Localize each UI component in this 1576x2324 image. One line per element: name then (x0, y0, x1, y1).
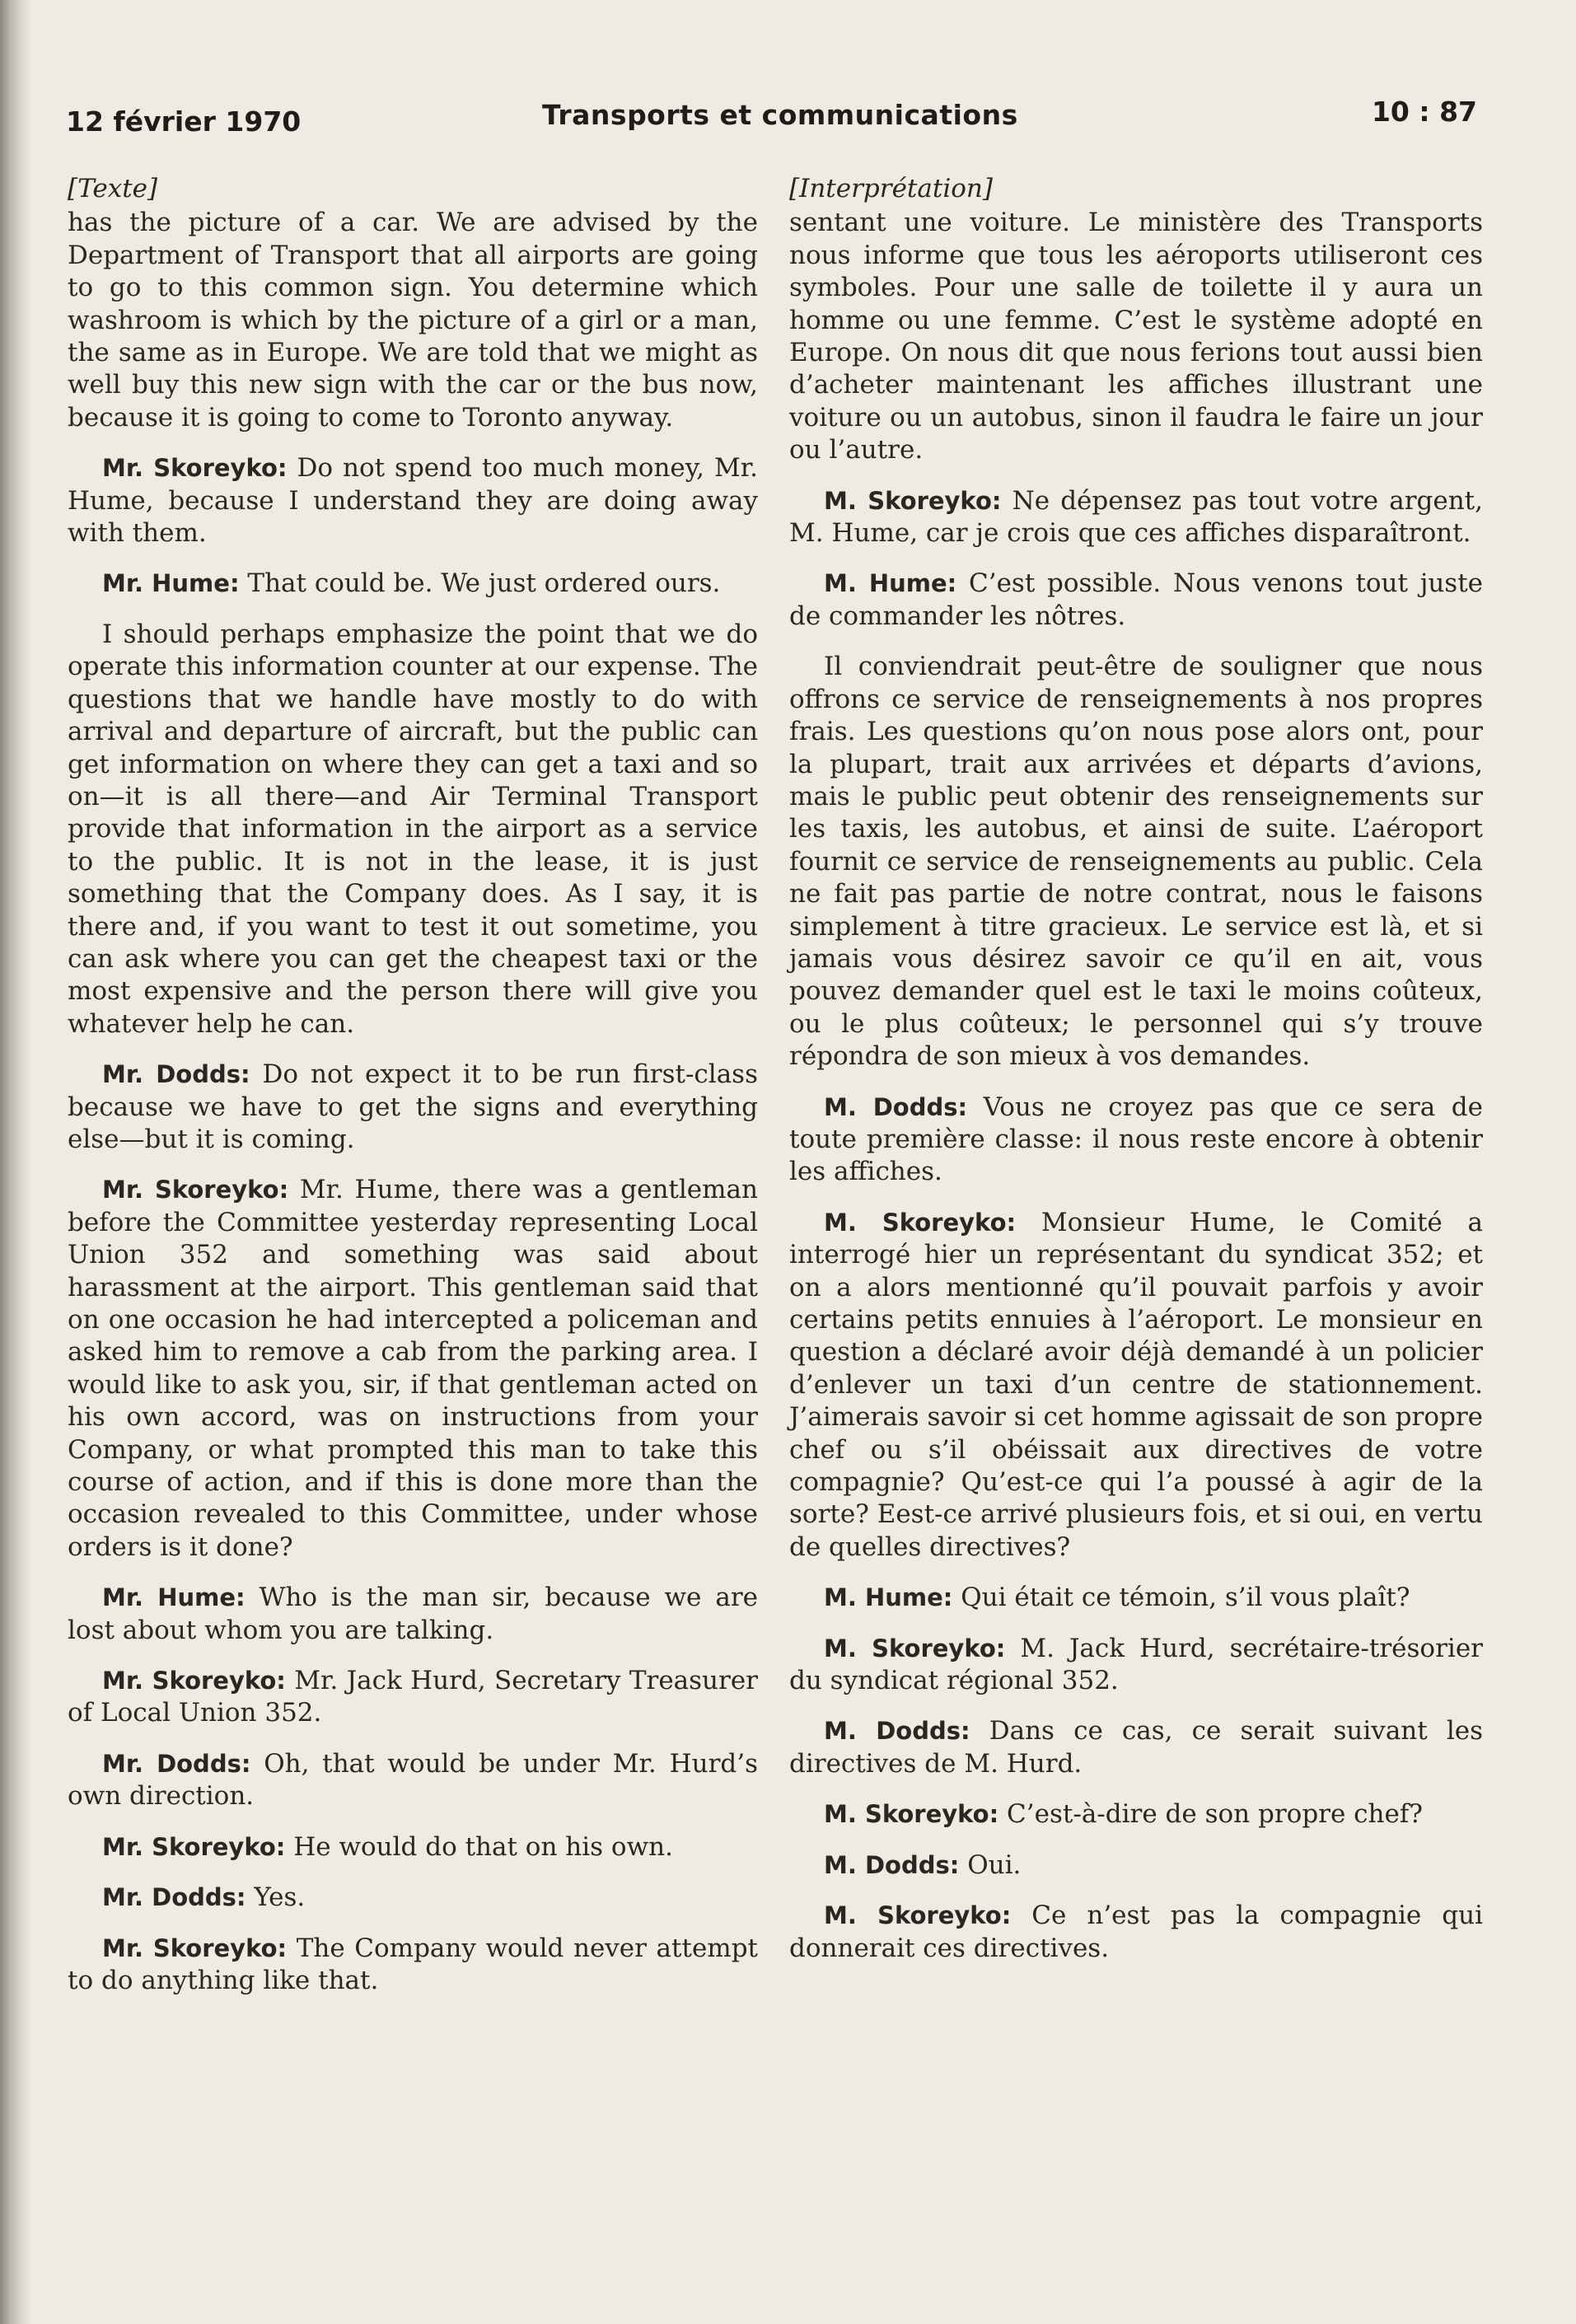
speech-text: M. Jack Hurd, secrétaire-trésorier du syndicat régional 352. (789, 1633, 1483, 1696)
speaker-name: Mr. Skoreyko: (102, 1934, 288, 1962)
speech-paragraph (68, 1933, 758, 1998)
speaker-name: M. Hume: (824, 1583, 953, 1612)
speaker-name: M. Dodds: (824, 1717, 970, 1746)
speech-text: He would do that on his own. (285, 1831, 673, 1862)
speaker-name: M. Skoreyko: (824, 1634, 1006, 1662)
speech-paragraph (789, 1582, 1483, 1614)
speech-paragraph (789, 1092, 1483, 1189)
body-paragraph: sentant une voiture. Le ministère des Transports nous informe que tous les aéroports utiliseront ces symboles. Pour une salle de toilette il y aura un homme ou une femme. C’est le système adopté en Europe. On nous dit que nous ferions tout aussi bien d’acheter maintenant les affiches illustrant une voiture ou un autobus, sinon il faudra le faire un jour ou l’autre. (789, 208, 1483, 465)
speech-paragraph (789, 568, 1483, 633)
speech-paragraph (789, 1900, 1483, 1965)
speech-paragraph (789, 1798, 1483, 1831)
speaker-name: M. Skoreyko: (824, 1208, 1017, 1237)
english-column (68, 173, 758, 2015)
speech-paragraph (789, 1207, 1483, 1564)
speaker-name: Mr. Dodds: (102, 1883, 246, 1912)
speech-paragraph (789, 1715, 1483, 1780)
body-paragraph: has the picture of a car. We are advised by the Department of Transport that all airports are going to go to this common sign. You determine which washroom is which by the picture of a girl or a man, the same as in Europe. We are told that we might as well buy this new sign with the car or the bus now, because it is going to come to Toronto anyway. (68, 208, 758, 433)
body-paragraph: I should perhaps emphasize the point that we do operate this information counter at our expense. The questions that we handle have mostly to do with arrival and departure of aircraft, but the public can get information on where they can get a taxi and so on—it is all there—and Air Terminal Transport provide that information in the airport as a service to the public. It is not in the lease, it is just something that the Company does. As I say, it is there and, if you want to test it out sometime, you can ask where you can get the cheapest taxi or the most expensive and the person there will give you whatever help he can. (68, 619, 758, 1039)
french-section-label: [Interprétation] (789, 174, 993, 203)
speech-text: Who is the man sir, because we are lost about whom you are talking. (68, 1583, 758, 1645)
speaker-name: Mr. Skoreyko: (102, 1176, 289, 1204)
speech-text: Qui était ce témoin, s’il vous plaît? (952, 1583, 1410, 1613)
speech-paragraph (68, 1582, 758, 1647)
speech-paragraph (789, 1633, 1483, 1698)
header-page-number: 10 : 87 (1371, 96, 1477, 128)
speech-paragraph (68, 1665, 758, 1730)
speaker-name: M. Dodds: (824, 1850, 960, 1879)
speech-text: Vous ne croyez pas que ce sera de toute première classe: il nous reste encore à obtenir les affiches. (789, 1092, 1483, 1187)
speech-paragraph (68, 1174, 758, 1564)
speaker-name: M. Skoreyko: (824, 486, 1002, 515)
speech-text: Oui. (959, 1849, 1022, 1880)
speech-text: Mr. Jack Hurd, Secretary Treasurer of Local Union 352. (68, 1666, 759, 1728)
speech-paragraph (789, 1849, 1483, 1882)
speech-text: Oh, that would be under Mr. Hurd’s own direction. (68, 1748, 758, 1812)
speech-paragraph (68, 1748, 758, 1813)
speech-paragraph (789, 485, 1483, 550)
header-title: Transports et communications (542, 99, 1018, 131)
body-paragraph: Il conviendrait peut-être de souligner que nous offrons ce service de renseignements à nos propres frais. Les questions qu’on nous pose alors ont, pour la plupart, trait aux arrivées et départs d’avions, mais le public peut obtenir des renseignements sur les taxis, les autobus, et ainsi de suite. L’aéroport fournit ce service de renseignements au public. Cela ne fait pas partie de notre contrat, nous le faisons simplement à titre gracieux. Le service est là, et si jamais vous désirez savoir ce qu’il en ait, vous pouvez demander quel est le taxi le moins coûteux, ou le plus coûteux; le personnel qui s’y trouve répondra de son mieux à vos demandes. (789, 652, 1483, 1072)
speech-text: C’est possible. Nous venons tout juste de commander les nôtres. (789, 568, 1484, 631)
english-section-label: [Texte] (68, 174, 158, 203)
speech-paragraph (68, 1882, 758, 1914)
french-column (789, 173, 1483, 1983)
speech-text: Mr. Hume, there was a gentleman before the Committee yesterday representing Local Union 352 and something was said about harassment at the airport. This gentleman said that on one occasion he had intercepted a policeman and asked him to remove a cab from the parking area. I would like to ask you, sir, if that gentleman acted on his own accord, was on instructions from your Company, or what prompted this man to take this course of action, and if this is done more than the occasion revealed to this Committee, under whose orders is it done? (68, 1175, 758, 1562)
speech-text: Monsieur Hume, le Comité a interrogé hier un représentant du syndicat 352; et on a alors mentionné qu’il pouvait parfois y avoir certains petits ennuies à l’aéroport. Le monsieur en question a déclaré avoir déjà demandé à un policier d’enlever un taxi d’un centre de stationnement. J’aimerais savoir si cet homme agissait de son propre chef ou s’il obéissait aux directives de votre compagnie? Qu’est-ce qui l’a poussé à agir de la sorte? Eest-ce arrivé plusieurs fois, et si oui, en vertu de quelles directives? (789, 1207, 1483, 1562)
speech-text: The Company would never attempt to do anything like that. (68, 1933, 758, 1995)
speaker-name: Mr. Skoreyko: (102, 1832, 286, 1861)
header-date: 12 février 1970 (66, 105, 302, 138)
speaker-name: Mr. Hume: (102, 569, 240, 598)
speech-text: Ce n’est pas la compagnie qui donnerait ces directives. (789, 1901, 1483, 1963)
speech-text: Yes. (246, 1882, 306, 1913)
speech-paragraph (68, 452, 758, 549)
speech-paragraph (68, 1059, 758, 1156)
speaker-name: M. Skoreyko: (824, 1901, 1012, 1930)
speaker-name: M. Skoreyko: (824, 1800, 999, 1829)
speaker-name: Mr. Dodds: (102, 1060, 250, 1089)
speech-paragraph (68, 568, 758, 600)
speech-text: Ne dépensez pas tout votre argent, M. Hume, car je crois que ces affiches disparaîtront. (789, 485, 1483, 549)
speech-text: That could be. We just ordered ours. (239, 568, 721, 599)
speaker-name: Mr. Skoreyko: (102, 1667, 286, 1695)
speaker-name: M. Hume: (824, 569, 957, 598)
speech-text: Do not spend too much money, Mr. Hume, because I understand they are doing away with them. (68, 453, 759, 549)
speaker-name: Mr. Skoreyko: (102, 454, 288, 483)
speaker-name: Mr. Hume: (102, 1583, 246, 1612)
running-header (66, 92, 1477, 138)
speech-text: C’est-à-dire de son propre chef? (998, 1799, 1423, 1830)
speech-text: Do not expect it to be run first-class because we have to get the signs and everything else—but it is coming. (68, 1059, 758, 1154)
speech-paragraph (68, 1831, 758, 1863)
speaker-name: Mr. Dodds: (102, 1749, 251, 1778)
speaker-name: M. Dodds: (824, 1092, 968, 1121)
speech-text: Dans ce cas, ce serait suivant les directives de M. Hurd. (789, 1716, 1484, 1779)
